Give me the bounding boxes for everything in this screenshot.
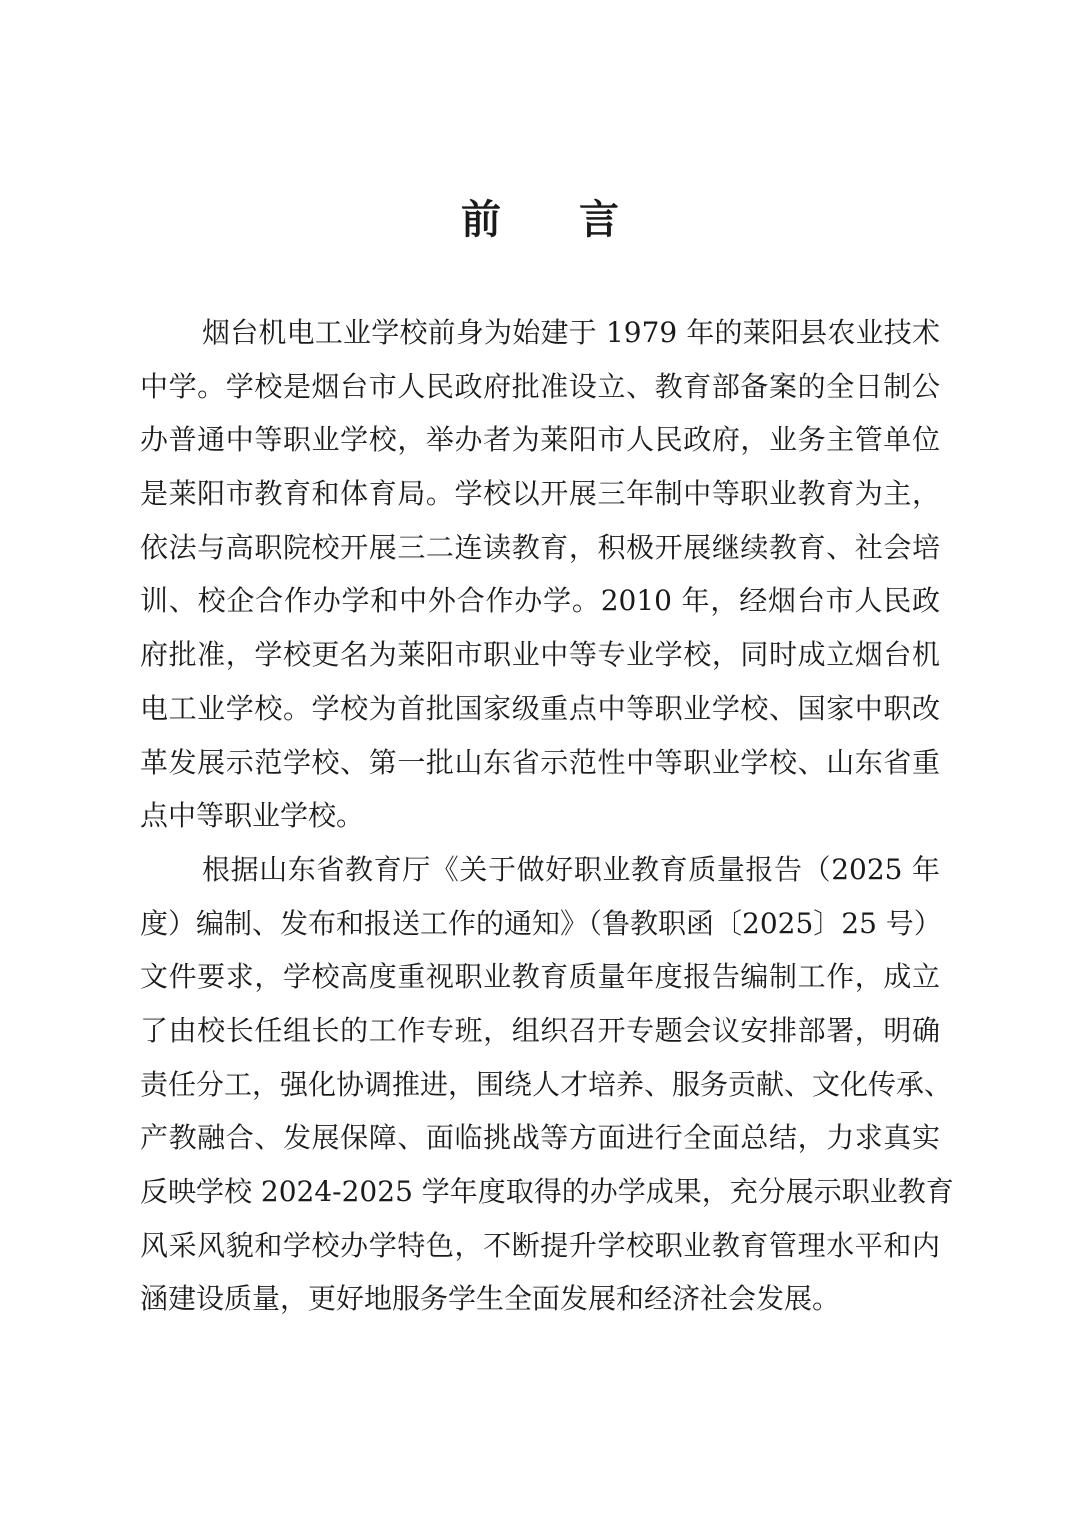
- text-line: 涵建设质量，更好地服务学生全面发展和经济社会发展。: [140, 1282, 841, 1316]
- page-title: [0, 188, 1080, 245]
- text-line: 依法与高职院校开展三二连读教育，积极开展继续教育、社会培: [140, 530, 940, 564]
- text-line: 产教融合、发展保障、面临挑战等方面进行全面总结，力求真实: [140, 1121, 940, 1155]
- preface-body: [140, 306, 954, 1326]
- paragraph-2: [140, 843, 954, 1326]
- text-line: 风采风貌和学校办学特色，不断提升学校职业教育管理水平和内: [140, 1228, 940, 1262]
- text-line: 训、校企合作办学和中外合作办学。2010 年，经烟台市人民政: [140, 584, 940, 618]
- text-line: 文件要求，学校高度重视职业教育质量年度报告编制工作，成立: [140, 960, 940, 994]
- text-line: 度）编制、发布和报送工作的通知》（鲁教职函〔2025〕25 号）: [140, 906, 942, 940]
- text-line: 根据山东省教育厅《关于做好职业教育质量报告（2025 年: [202, 852, 940, 886]
- text-line: 是莱阳市教育和体育局。学校以开展三年制中等职业教育为主，: [140, 477, 940, 511]
- text-line: 反映学校 2024-2025 学年度取得的办学成果，充分展示职业教育: [140, 1175, 954, 1208]
- paragraph-1: [140, 306, 940, 843]
- text-line: 烟台机电工业学校前身为始建于 1979 年的莱阳县农业技术: [202, 316, 940, 349]
- text-line: 办普通中等职业学校，举办者为莱阳市人民政府，业务主管单位: [140, 423, 940, 457]
- text-line: 责任分工，强化协调推进，围绕人才培养、服务贡献、文化传承、: [140, 1067, 953, 1101]
- title-char-1: 前: [461, 196, 501, 243]
- text-line: 革发展示范学校、第一批山东省示范性中等职业学校、山东省重: [140, 745, 940, 779]
- text-line: 中学。学校是烟台市人民政府批准设立、教育部备案的全日制公: [140, 369, 940, 403]
- title-char-2: 言: [579, 196, 619, 243]
- text-line: 电工业学校。学校为首批国家级重点中等职业学校、国家中职改: [140, 691, 940, 725]
- text-line: 点中等职业学校。: [140, 799, 365, 833]
- text-line: 了由校长任组长的工作专班，组织召开专题会议安排部署，明确: [140, 1013, 940, 1047]
- text-line: 府批准，学校更名为莱阳市职业中等专业学校，同时成立烟台机: [140, 638, 940, 672]
